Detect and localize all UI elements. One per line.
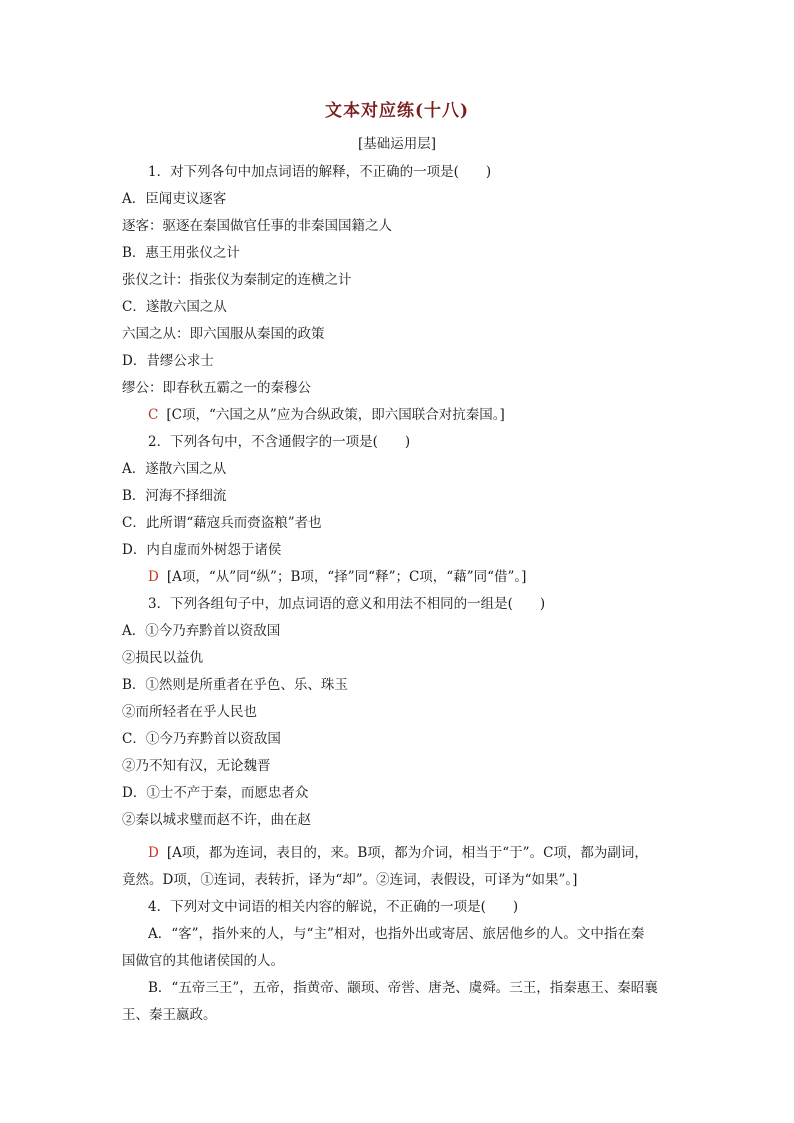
q1-option-c: C．遂散六国之从 [122,299,227,315]
q2-option-d: D．内自虚而外树怨于诸侯 [122,542,282,558]
q2-option-c: C．此所谓“藉寇兵而赍盗粮”者也 [122,515,322,531]
q1-option-b-explanation: 张仪之计：指张仪为秦制定的连横之计 [122,272,352,288]
q1-option-a-explanation: 逐客：驱逐在秦国做官任事的非秦国国籍之人 [122,218,392,234]
q4-option-a-line-1: A．“客”，指外来的人，与“主”相对，也指外出或寄居、旅居他乡的人。文中指在秦 [148,926,645,942]
q1-option-d-explanation: 缪公：即春秋五霸之一的秦穆公 [122,380,311,396]
q3-answer-text-2: 竟然。D项，①连词，表转折，译为“却”。②连词，表假设，可译为“如果”。] [122,872,578,888]
q2-answer [148,565,526,585]
q1-stem: 1．对下列各句中加点词语的解释，不正确的一项是( ) [148,164,492,180]
q2-option-b: B．河海不择细流 [122,488,227,504]
q2-answer-text: [A项，“从”同“纵”；B项，“择”同“释”；C项，“藉”同“借”。] [166,569,527,585]
q3-option-d-1: D．①士不产于秦，而愿忠者众 [122,785,309,801]
q4-option-b-line-2: 王、秦王嬴政。 [122,1007,217,1023]
q1-answer [148,403,505,423]
q2-option-a: A．遂散六国之从 [122,461,227,477]
q2-answer-letter: D [148,569,159,585]
q3-option-c-2: ②乃不知有汉，无论魏晋 [122,758,271,774]
q4-option-b-line-1: B．“五帝三王”，五帝，指黄帝、颛顼、帝喾、唐尧、虞舜。三王，指秦惠王、秦昭襄 [148,980,658,996]
q1-answer-letter: C [148,407,159,423]
q3-option-a-2: ②损民以益仇 [122,650,203,666]
q3-option-a-1: A．①今乃弃黔首以资敌国 [122,623,281,639]
q3-answer-text-1: [A项，都为连词，表目的，来。B项，都为介词，相当于“于”。C项，都为副词， [166,845,648,861]
q1-answer-text: [C项，“六国之从”应为合纵政策，即六国联合对抗秦国。] [166,407,505,423]
q1-option-c-explanation: 六国之从：即六国服从秦国的政策 [122,326,325,342]
q3-option-c-1: C．①今乃弃黔首以资敌国 [122,731,281,747]
q4-stem: 4．下列对文中词语的相关内容的解说，不正确的一项是( ) [148,899,519,915]
q1-option-a: A．臣闻吏议逐客 [122,191,227,207]
q4-option-a-line-2: 国做官的其他诸侯国的人。 [122,953,284,969]
q3-answer-letter: D [148,845,159,861]
q3-answer [148,841,648,861]
page-title: 文本对应练(十八) [324,101,470,121]
q1-option-b: B．惠王用张仪之计 [122,245,240,261]
q3-option-b-2: ②而所轻者在乎人民也 [122,704,257,720]
q1-option-d: D．昔缪公求士 [122,353,214,369]
section-label: [基础运用层] [357,136,437,152]
q3-stem: 3．下列各组句子中，加点词语的意义和用法不相同的一组是( ) [148,596,546,612]
q2-stem: 2．下列各句中，不含通假字的一项是( ) [148,434,411,450]
q3-option-d-2: ②秦以城求璧而赵不许，曲在赵 [122,812,311,828]
q3-option-b-1: B．①然则是所重者在乎色、乐、珠玉 [122,677,348,693]
